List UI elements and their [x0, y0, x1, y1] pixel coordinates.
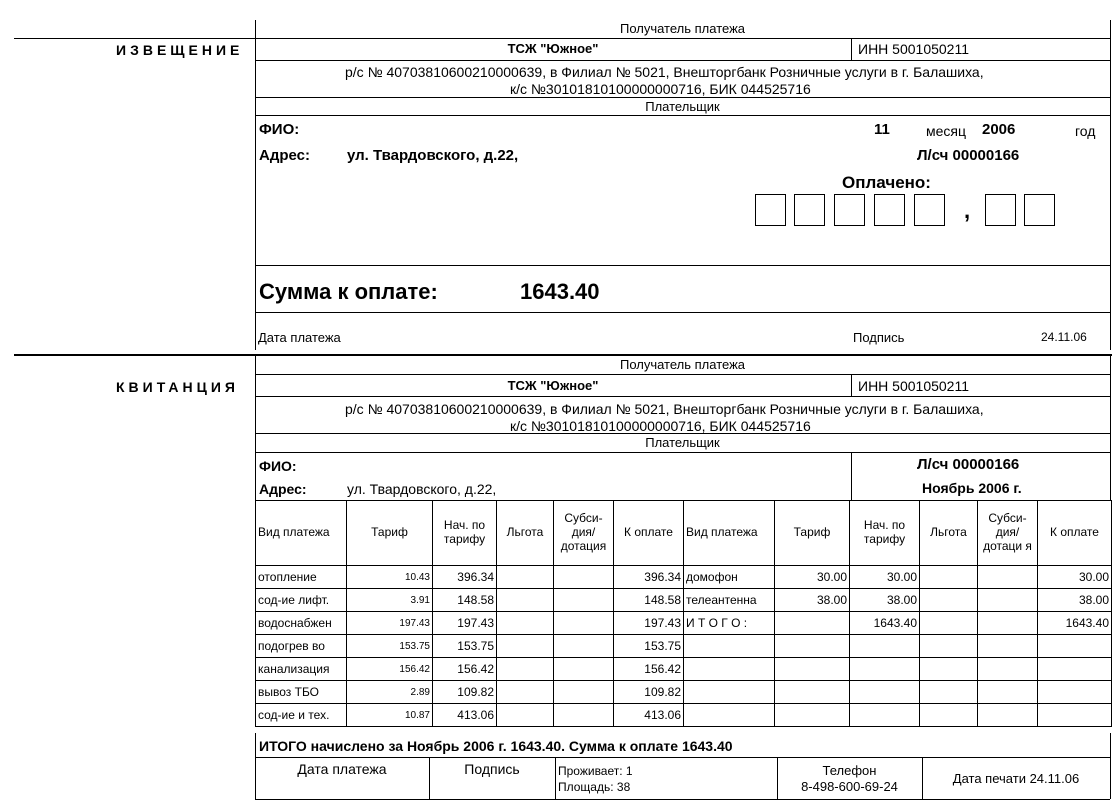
payer-header: Плательщик: [645, 99, 720, 114]
address-label: Адрес:: [259, 481, 307, 497]
table-cell: [497, 681, 554, 704]
table-cell: 38.00: [850, 589, 920, 612]
table-cell: 156.42: [433, 658, 497, 681]
column-header: Субси-дия/ дотаци я: [978, 501, 1038, 566]
recipient-header: Получатель платежа: [619, 357, 746, 372]
table-cell: 30.00: [850, 566, 920, 589]
table-cell: 197.43: [614, 612, 684, 635]
table-cell: [684, 658, 775, 681]
table-cell: [850, 658, 920, 681]
section-divider: [14, 354, 1112, 356]
table-cell: 156.42: [614, 658, 684, 681]
table-cell: 1643.40: [850, 612, 920, 635]
payer-header: Плательщик: [645, 435, 720, 450]
table-cell: [978, 566, 1038, 589]
table-cell: 413.06: [433, 704, 497, 727]
table-row: [256, 635, 1112, 658]
table-cell: 153.75: [433, 635, 497, 658]
account-number: Л/сч 00000166: [917, 147, 1020, 164]
table-cell: [850, 635, 920, 658]
column-header: Вид платежа: [684, 501, 775, 566]
table-cell: [554, 704, 614, 727]
table-row: [256, 704, 1112, 727]
paid-digit-box[interactable]: [794, 194, 825, 226]
column-header: Тариф: [775, 501, 850, 566]
date-value: 24.11.06: [1041, 330, 1087, 344]
table-cell: [978, 589, 1038, 612]
column-header: Льгота: [497, 501, 554, 566]
fio-label: ФИО:: [259, 121, 300, 138]
phone-value: 8-498-600-69-24: [801, 779, 898, 794]
account-line-1: р/с № 40703810600210000639, в Филиал № 5021, Внешторгбанк Розничные услуги в г. Балашиха,: [345, 401, 984, 417]
signature-label: Подпись: [853, 330, 905, 345]
table-cell: канализация: [256, 658, 347, 681]
table-cell: сод-ие лифт.: [256, 589, 347, 612]
year-value: 2006: [982, 121, 1016, 138]
table-cell: 148.58: [614, 589, 684, 612]
table-row: [256, 612, 1112, 635]
period: Ноябрь 2006 г.: [922, 480, 1022, 496]
paid-digit-box[interactable]: [755, 194, 786, 226]
table-cell: [920, 566, 978, 589]
table-cell: [775, 612, 850, 635]
phone-label: Телефон: [822, 763, 877, 778]
table-cell: [920, 589, 978, 612]
table-cell: [978, 658, 1038, 681]
paid-digit-box[interactable]: [834, 194, 865, 226]
column-header: Тариф: [347, 501, 433, 566]
table-cell: [554, 612, 614, 635]
table-cell: 3.91: [347, 589, 433, 612]
charges-table: [255, 500, 1112, 727]
table-cell: [497, 658, 554, 681]
table-cell: [920, 612, 978, 635]
recipient-name: ТСЖ "Южное": [507, 378, 599, 393]
table-cell: 109.82: [433, 681, 497, 704]
table-cell: [497, 566, 554, 589]
table-cell: 153.75: [614, 635, 684, 658]
paid-kopeck-box[interactable]: [985, 194, 1016, 226]
table-cell: 148.58: [433, 589, 497, 612]
table-cell: [920, 658, 978, 681]
table-cell: [775, 658, 850, 681]
paid-label: Оплачено:: [842, 173, 931, 192]
table-cell: водоснабжен: [256, 612, 347, 635]
table-cell: [497, 612, 554, 635]
print-date: Дата печати 24.11.06: [952, 771, 1080, 786]
column-header: К оплате: [1038, 501, 1112, 566]
table-cell: телеантенна: [684, 589, 775, 612]
total-line: ИТОГО начислено за Ноябрь 2006 г. 1643.40. Сумма к оплате 1643.40: [259, 738, 733, 754]
table-cell: [684, 681, 775, 704]
table-row: [256, 589, 1112, 612]
table-cell: [920, 704, 978, 727]
table-cell: 38.00: [1038, 589, 1112, 612]
account-number: Л/сч 00000166: [917, 456, 1020, 473]
paid-digit-box[interactable]: [914, 194, 945, 226]
table-cell: [684, 635, 775, 658]
month-label: месяц: [926, 123, 967, 139]
table-cell: [978, 681, 1038, 704]
column-header: Льгота: [920, 501, 978, 566]
fio-label: ФИО:: [259, 458, 297, 474]
address-label: Адрес:: [259, 147, 310, 164]
column-header: К оплате: [614, 501, 684, 566]
column-header: Нач. по тарифу: [433, 501, 497, 566]
table-cell: [775, 681, 850, 704]
account-line-1: р/с № 40703810600210000639, в Филиал № 5021, Внешторгбанк Розничные услуги в г. Балашиха,: [345, 64, 984, 80]
table-cell: [920, 681, 978, 704]
table-cell: [775, 704, 850, 727]
table-cell: [554, 681, 614, 704]
table-cell: [554, 658, 614, 681]
table-cell: [850, 681, 920, 704]
table-cell: [978, 635, 1038, 658]
account-line-2: к/с №30101810100000000716, БИК 044525716: [510, 81, 811, 97]
table-row: [256, 681, 1112, 704]
table-cell: [978, 612, 1038, 635]
payment-date-label: Дата платежа: [297, 761, 387, 777]
table-cell: сод-ие и тех.: [256, 704, 347, 727]
table-cell: 396.34: [614, 566, 684, 589]
recipient-header: Получатель платежа: [619, 21, 746, 36]
table-cell: 413.06: [614, 704, 684, 727]
table-cell: 1643.40: [1038, 612, 1112, 635]
izveshchenie-label: ИЗВЕЩЕНИЕ: [116, 42, 244, 58]
column-header: Субси-дия/ дотация: [554, 501, 614, 566]
sum-value: 1643.40: [520, 279, 600, 304]
table-row: [256, 658, 1112, 681]
table-cell: [978, 704, 1038, 727]
address-value: ул. Твардовского, д.22,: [347, 147, 519, 164]
table-cell: [497, 589, 554, 612]
sum-label: Сумма к оплате:: [259, 279, 438, 304]
table-cell: [775, 635, 850, 658]
inn: ИНН 5001050211: [858, 41, 969, 57]
account-line-2: к/с №30101810100000000716, БИК 044525716: [510, 418, 811, 434]
table-cell: подогрев во: [256, 635, 347, 658]
table-cell: 10.43: [347, 566, 433, 589]
table-cell: [850, 704, 920, 727]
signature-label: Подпись: [464, 761, 520, 777]
table-cell: [1038, 704, 1112, 727]
table-cell: [1038, 635, 1112, 658]
column-header: Вид платежа: [256, 501, 347, 566]
table-cell: 2.89: [347, 681, 433, 704]
area: Площадь: 38: [558, 780, 631, 794]
table-cell: отопление: [256, 566, 347, 589]
table-cell: 156.42: [347, 658, 433, 681]
table-cell: 38.00: [775, 589, 850, 612]
table-cell: 30.00: [1038, 566, 1112, 589]
table-cell: [1038, 658, 1112, 681]
table-cell: И Т О Г О :: [684, 612, 775, 635]
month-value: 11: [874, 121, 890, 138]
inn: ИНН 5001050211: [858, 378, 969, 394]
table-cell: 396.34: [433, 566, 497, 589]
residents: Проживает: 1: [558, 764, 633, 778]
table-cell: 10.87: [347, 704, 433, 727]
table-header-row: [256, 501, 1112, 566]
year-label: год: [1075, 123, 1096, 139]
table-cell: [554, 635, 614, 658]
decimal-comma: ,: [964, 198, 971, 223]
table-cell: домофон: [684, 566, 775, 589]
table-cell: вывоз ТБО: [256, 681, 347, 704]
address-value: ул. Твардовского, д.22,: [347, 481, 497, 497]
table-cell: [554, 589, 614, 612]
paid-digit-box[interactable]: [874, 194, 905, 226]
table-cell: [684, 704, 775, 727]
table-cell: [497, 704, 554, 727]
table-cell: [554, 566, 614, 589]
table-cell: [1038, 681, 1112, 704]
recipient-name: ТСЖ "Южное": [507, 41, 599, 56]
column-header: Нач. по тарифу: [850, 501, 920, 566]
table-cell: 153.75: [347, 635, 433, 658]
payment-date-label: Дата платежа: [258, 330, 341, 345]
kvitanciya-label: КВИТАНЦИЯ: [116, 379, 239, 395]
table-row: [256, 566, 1112, 589]
table-cell: 197.43: [347, 612, 433, 635]
table-cell: 30.00: [775, 566, 850, 589]
table-cell: 109.82: [614, 681, 684, 704]
table-cell: 197.43: [433, 612, 497, 635]
table-cell: [920, 635, 978, 658]
paid-kopeck-box[interactable]: [1024, 194, 1055, 226]
table-cell: [497, 635, 554, 658]
